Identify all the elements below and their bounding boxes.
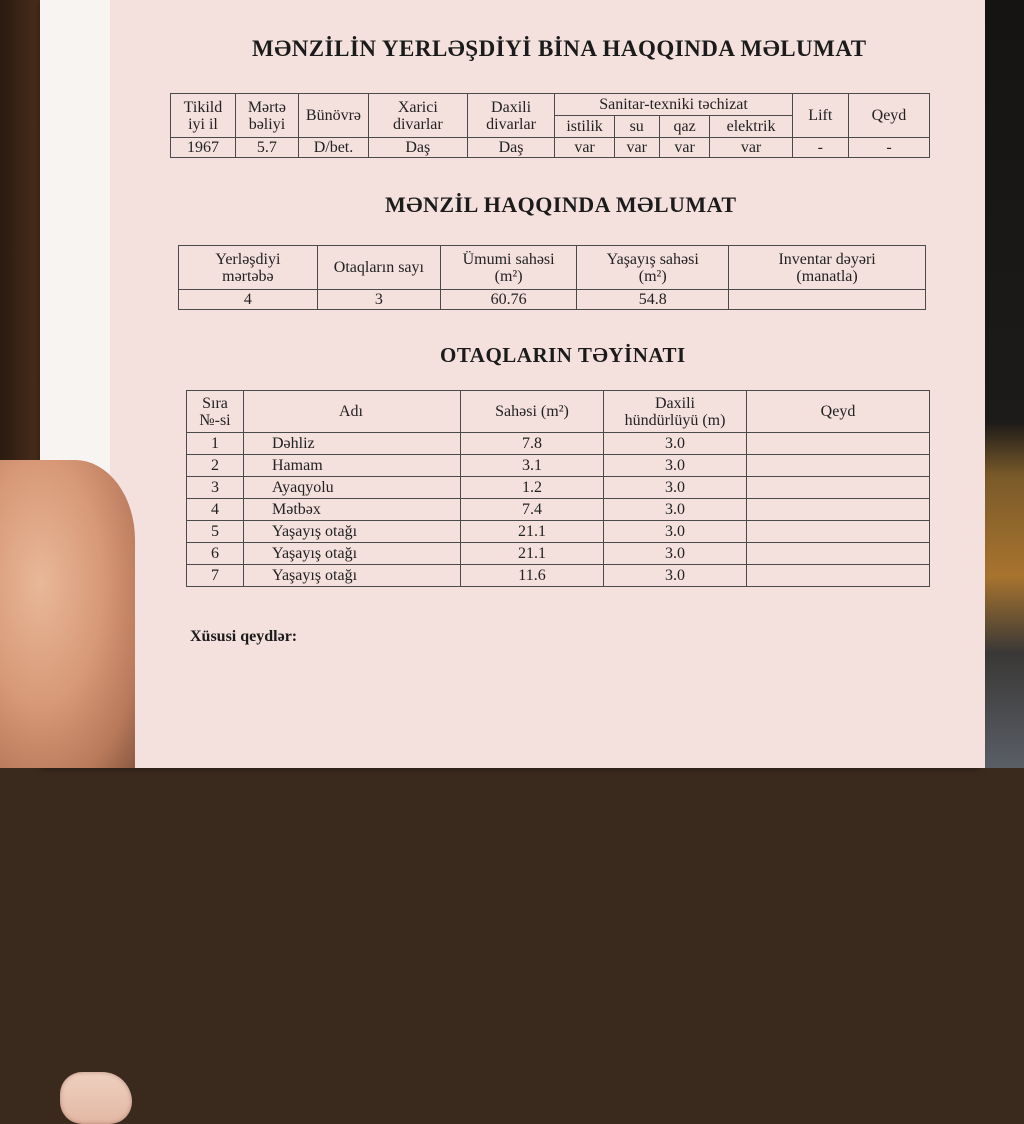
room-area: 11.6 [461,565,604,587]
header-room-count: Otaqların sayı [317,246,440,290]
row-number: 6 [187,543,244,565]
room-note [747,499,930,521]
room-note [747,565,930,587]
value-room-count: 3 [317,290,440,310]
room-note [747,477,930,499]
row-number: 2 [187,455,244,477]
header-room-note: Qeyd [747,391,930,433]
header-sanitary: Sanitar-texniki təchizat [555,94,792,116]
apartment-table [178,245,926,310]
header-inventory-value: Inventar dəyəri (manatla) [729,246,926,290]
special-notes-label: Xüsusi qeydlər: [190,628,298,645]
table-row [171,138,930,158]
table-row [187,477,930,499]
table-row [187,543,930,565]
room-name: Ayaqyolu [244,477,461,499]
header-foundation: Bünövrə [298,94,368,138]
value-outer-walls: Daş [368,138,467,158]
room-name: Yaşayış otağı [244,521,461,543]
table-row [179,290,926,310]
value-foundation: D/bet. [298,138,368,158]
holding-hand [0,460,135,768]
table-row [187,433,930,455]
header-heating: istilik [555,116,614,138]
header-lift: Lift [792,94,848,138]
room-name: Dəhliz [244,433,461,455]
apartment-info-title: MƏNZİL HAQQINDA MƏLUMAT [385,192,737,217]
value-floors: 5.7 [235,138,298,158]
room-area: 7.8 [461,433,604,455]
room-area: 1.2 [461,477,604,499]
row-number: 1 [187,433,244,455]
thumb-nail [60,1072,132,1124]
room-area: 3.1 [461,455,604,477]
value-living-area: 54.8 [577,290,729,310]
header-room-area: Sahəsi (m²) [461,391,604,433]
value-heating: var [555,138,614,158]
value-note: - [848,138,929,158]
room-area: 7.4 [461,499,604,521]
document-paper [40,0,980,768]
value-inventory-value [729,290,926,310]
room-height: 3.0 [604,455,747,477]
header-note: Qeyd [848,94,929,138]
header-room-name: Adı [244,391,461,433]
room-name: Hamam [244,455,461,477]
document-sheet [110,0,985,768]
value-water: var [614,138,659,158]
value-built-year: 1967 [171,138,236,158]
table-header-row [171,94,930,116]
header-built-year: Tikild iyi il [171,94,236,138]
value-floor-location: 4 [179,290,318,310]
header-electric: elektrik [710,116,792,138]
room-height: 3.0 [604,477,747,499]
room-name: Yaşayış otağı [244,565,461,587]
header-floors: Mərtə bəliyi [235,94,298,138]
room-note [747,433,930,455]
value-gas: var [659,138,710,158]
room-height: 3.0 [604,565,747,587]
room-height: 3.0 [604,433,747,455]
rooms-purpose-title: OTAQLARIN TƏYİNATI [440,343,686,367]
value-total-area: 60.76 [440,290,576,310]
row-number: 5 [187,521,244,543]
table-row [187,455,930,477]
table-row [187,521,930,543]
room-area: 21.1 [461,521,604,543]
row-number: 7 [187,565,244,587]
header-total-area: Ümumi sahəsi (m²) [440,246,576,290]
value-inner-walls: Daş [467,138,555,158]
header-row-number: Sıra №-si [187,391,244,433]
header-floor-location: Yerləşdiyi mərtəbə [179,246,318,290]
room-height: 3.0 [604,521,747,543]
room-name: Mətbəx [244,499,461,521]
room-note [747,543,930,565]
header-living-area: Yaşayış sahəsi (m²) [577,246,729,290]
room-name: Yaşayış otağı [244,543,461,565]
header-gas: qaz [659,116,710,138]
value-lift: - [792,138,848,158]
rooms-table [186,390,930,587]
table-row [187,499,930,521]
room-height: 3.0 [604,499,747,521]
room-height: 3.0 [604,543,747,565]
table-header-row [179,246,926,290]
room-note [747,455,930,477]
header-room-height: Daxili hündürlüyü (m) [604,391,747,433]
value-electric: var [710,138,792,158]
header-water: su [614,116,659,138]
header-outer-walls: Xarici divarlar [368,94,467,138]
row-number: 3 [187,477,244,499]
room-note [747,521,930,543]
table-row [187,565,930,587]
building-table [170,93,930,158]
table-header-row [187,391,930,433]
row-number: 4 [187,499,244,521]
room-area: 21.1 [461,543,604,565]
building-info-title: MƏNZİLİN YERLƏŞDİYİ BİNA HAQQINDA MƏLUMAT [252,36,867,61]
header-inner-walls: Daxili divarlar [467,94,555,138]
